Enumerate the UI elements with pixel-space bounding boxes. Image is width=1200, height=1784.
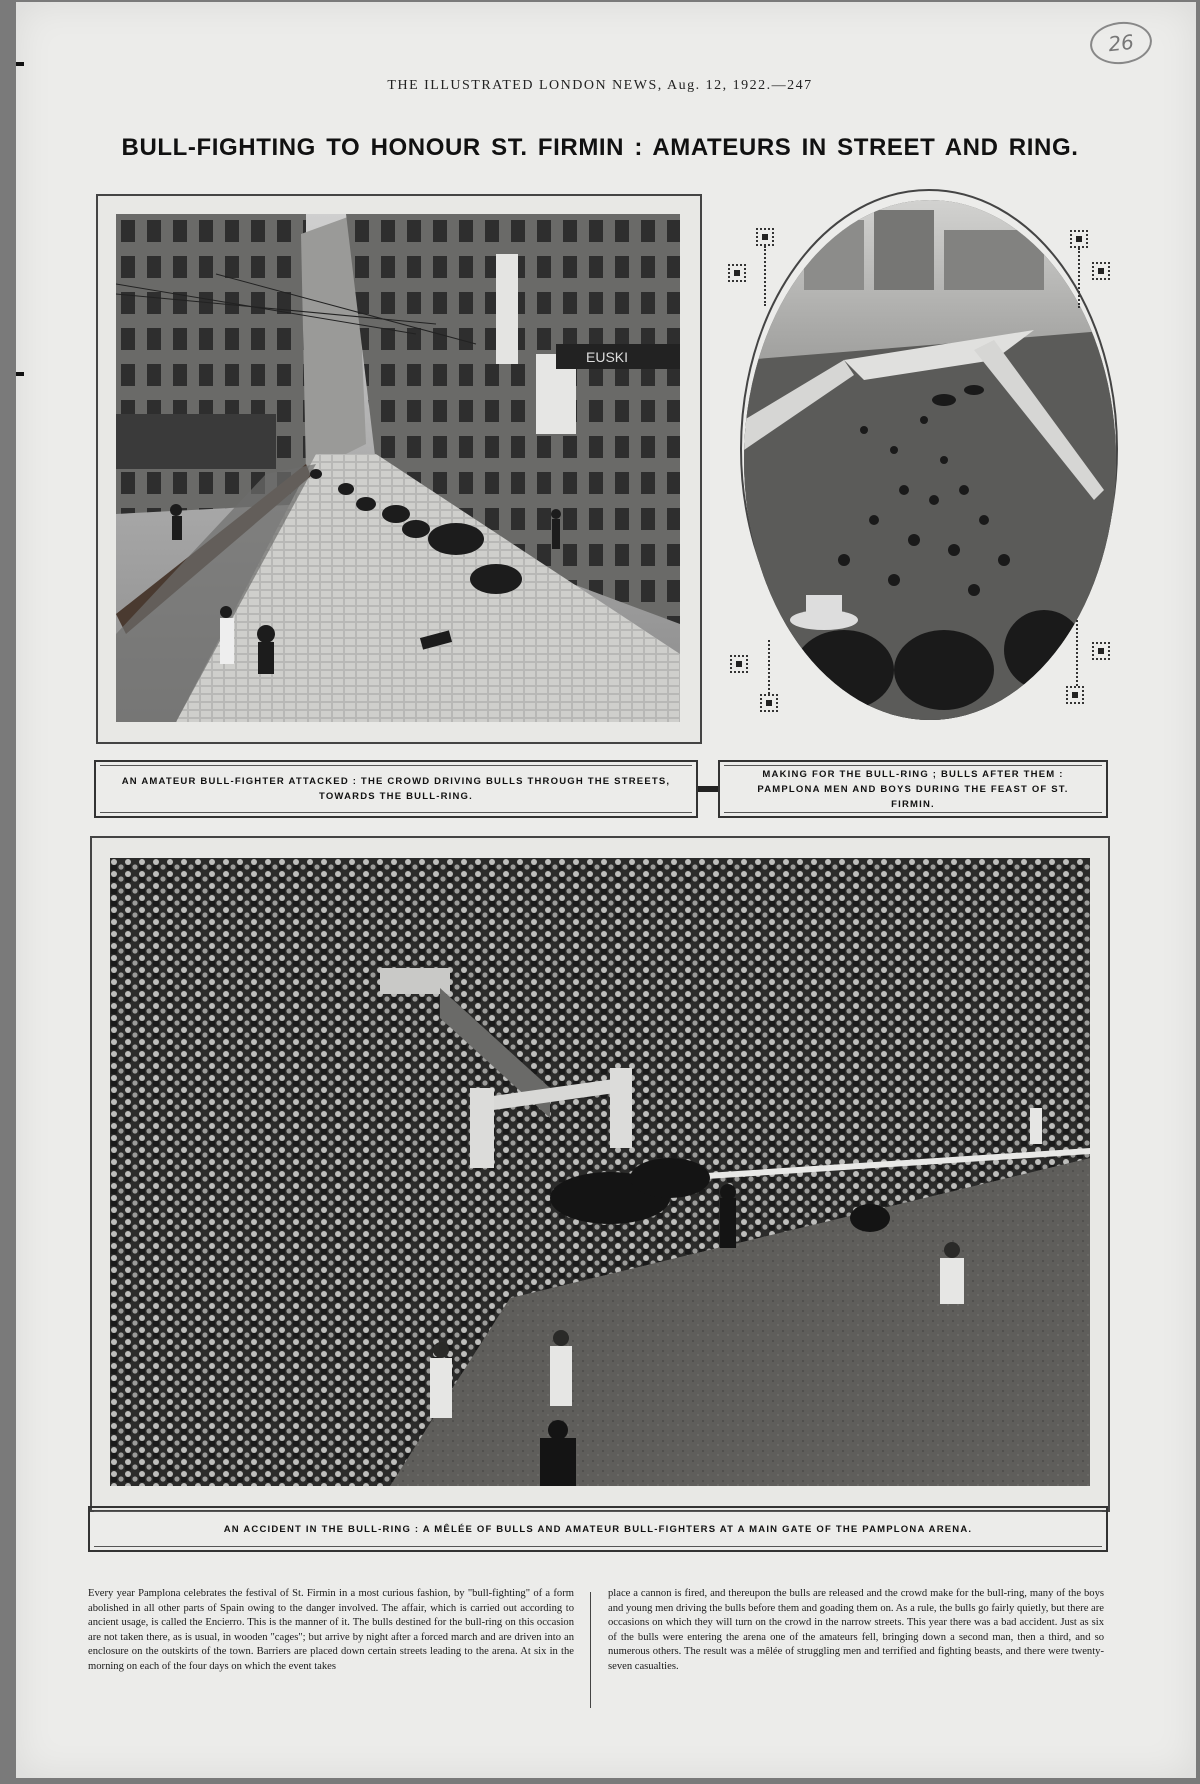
headline: BULL-FIGHTING TO HONOUR ST. FIRMIN : AMATEURS IN STREET AND RING.: [121, 134, 1079, 161]
ornament-square: [1066, 686, 1084, 704]
ornament-line: [768, 640, 770, 694]
oval-photo-illustration: [744, 200, 1116, 720]
street-photo: [116, 214, 680, 722]
oval-photo-caption: MAKING FOR THE BULL-RING ; BULLS AFTER THEM : PAMPLONA MEN AND BOYS DURING THE FEAST OF ST. FIRMIN.: [718, 760, 1108, 818]
handwritten-page-number: 26: [1088, 19, 1154, 67]
street-photo-illustration: [116, 214, 680, 722]
street-photo-caption: AN AMATEUR BULL-FIGHTER ATTACKED : THE CROWD DRIVING BULLS THROUGH THE STREETS, TOWARDS THE BULL-RING.: [94, 760, 698, 818]
ornament-square: [1070, 230, 1088, 248]
ornament-line: [1078, 248, 1080, 308]
column-rule: [590, 1592, 591, 1708]
ornament-line: [1076, 620, 1078, 686]
ornament-square: [730, 655, 748, 673]
shop-sign: EUSKI: [586, 349, 629, 365]
caption-connector: [698, 786, 718, 792]
arena-photo: [110, 858, 1090, 1486]
ornament-square: [756, 228, 774, 246]
ornament-square: [1092, 262, 1110, 280]
margin-mark: [16, 62, 24, 66]
ornament-square: [728, 264, 746, 282]
ornament-line: [764, 246, 766, 306]
margin-mark: [16, 372, 24, 376]
arena-photo-illustration: [110, 858, 1090, 1486]
article-column-1: Every year Pamplona celebrates the festival of St. Firmin in a most curious fashion, by "bull-fighting" of a form abolished in all other parts of Spain owing to the danger involved. The affair, which is carried out according to ancient usage, is called the Encierro. This is the manner of it. The bulls destined for the bull-ring on this occasion are not taken there, as is usual, in wooden "cages"; but arrive by night after a forced march and are driven into an enclosure on the outskirts of the town. Barriers are placed down certain streets leading to the arena. At six in the morning on each of the four days on which the event takes: [88, 1588, 574, 1672]
article-column-2: place a cannon is fired, and thereupon the bulls are released and the crowd make for the bull-ring, many of the boys and young men driving the bulls before them and goading them on. As a rule, the bulls go fairly quietly, but there are occasions on which they will turn on the crowd in the narrow streets. This year there was a bad accident. Just as six of the bulls were entering the arena one of the amateurs fell, bringing down a second man, then a third, and so numerous others. The result was a mêlée of struggling men and terrified and fighting beasts, and there were twenty-seven casualties.: [608, 1588, 1104, 1672]
arena-photo-caption: AN ACCIDENT IN THE BULL-RING : A MÊLÉE OF BULLS AND AMATEUR BULL-FIGHTERS AT A MAIN GATE OF THE PAMPLONA ARENA.: [88, 1506, 1108, 1552]
oval-photo: [744, 200, 1116, 720]
ornament-square: [760, 694, 778, 712]
ornament-square: [1092, 642, 1110, 660]
running-head: THE ILLUSTRATED LONDON NEWS, Aug. 12, 1922.—247: [387, 78, 813, 93]
